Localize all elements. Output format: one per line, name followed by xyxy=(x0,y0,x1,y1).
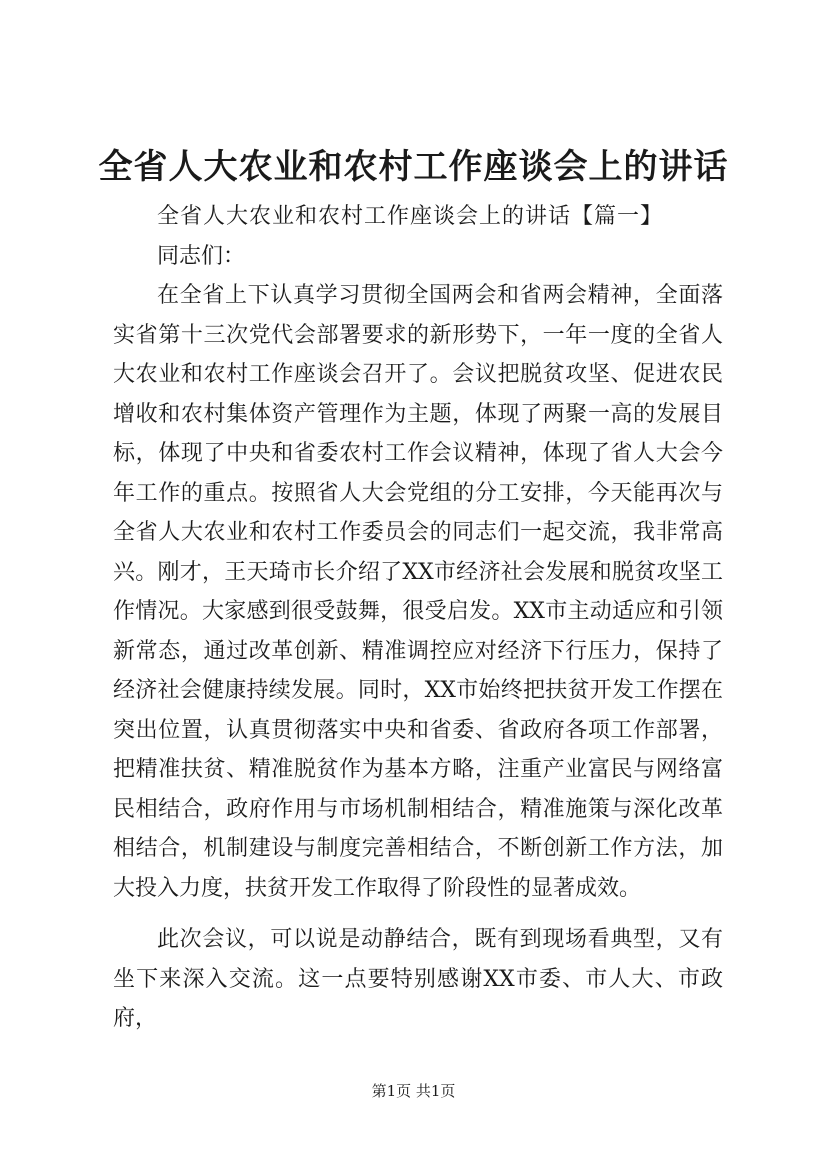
paragraph-2: 此次会议，可以说是动静结合，既有到现场看典型，又有坐下来深入交流。这一点要特别感谢XX市委、市人大、市政府， xyxy=(113,927,723,1031)
document-subtitle: 全省人大农业和农村工作座谈会上的讲话【篇一】 xyxy=(157,204,664,229)
document-title: 全省人大农业和农村工作座谈会上的讲话 xyxy=(98,147,729,187)
page-footer: 第1页 共1页 xyxy=(371,1082,456,1100)
salutation: 同志们： xyxy=(157,243,246,269)
document-body xyxy=(113,197,723,1039)
paragraph-1: 在全省上下认真学习贯彻全国两会和省两会精神，全面落实省第十三次党代会部署要求的新形势下，一年一度的全省人大农业和农村工作座谈会召开了。会议把脱贫攻坚、促进农民增收和农村集体资产管理作为主题，体现了两聚一高的发展目标，体现了中央和省委农村工作会议精神，体现了省人大会今年工作的重点。按照省人大会党组的分工安排，今天能再次与全省人大农业和农村工作委员会的同志们一起交流，我非常高兴。刚才，王天琦市长介绍了XX市经济社会发展和脱贫攻坚工作情况。大家感到很受鼓舞，很受启发。XX市主动适应和引领新常态，通过改革创新、精准调控应对经济下行压力，保持了经济社会健康持续发展。同时，XX市始终把扶贫开发工作摆在突出位置，认真贯彻落实中央和省委、省政府各项工作部署，把精准扶贫、精准脱贫作为基本方略，注重产业富民与网络富民相结合，政府作用与市场机制相结合，精准施策与深化改革相结合，机制建设与制度完善相结合，不断创新工作方法，加大投入力度，扶贫开发工作取得了阶段性的显著成效。 xyxy=(113,283,723,901)
